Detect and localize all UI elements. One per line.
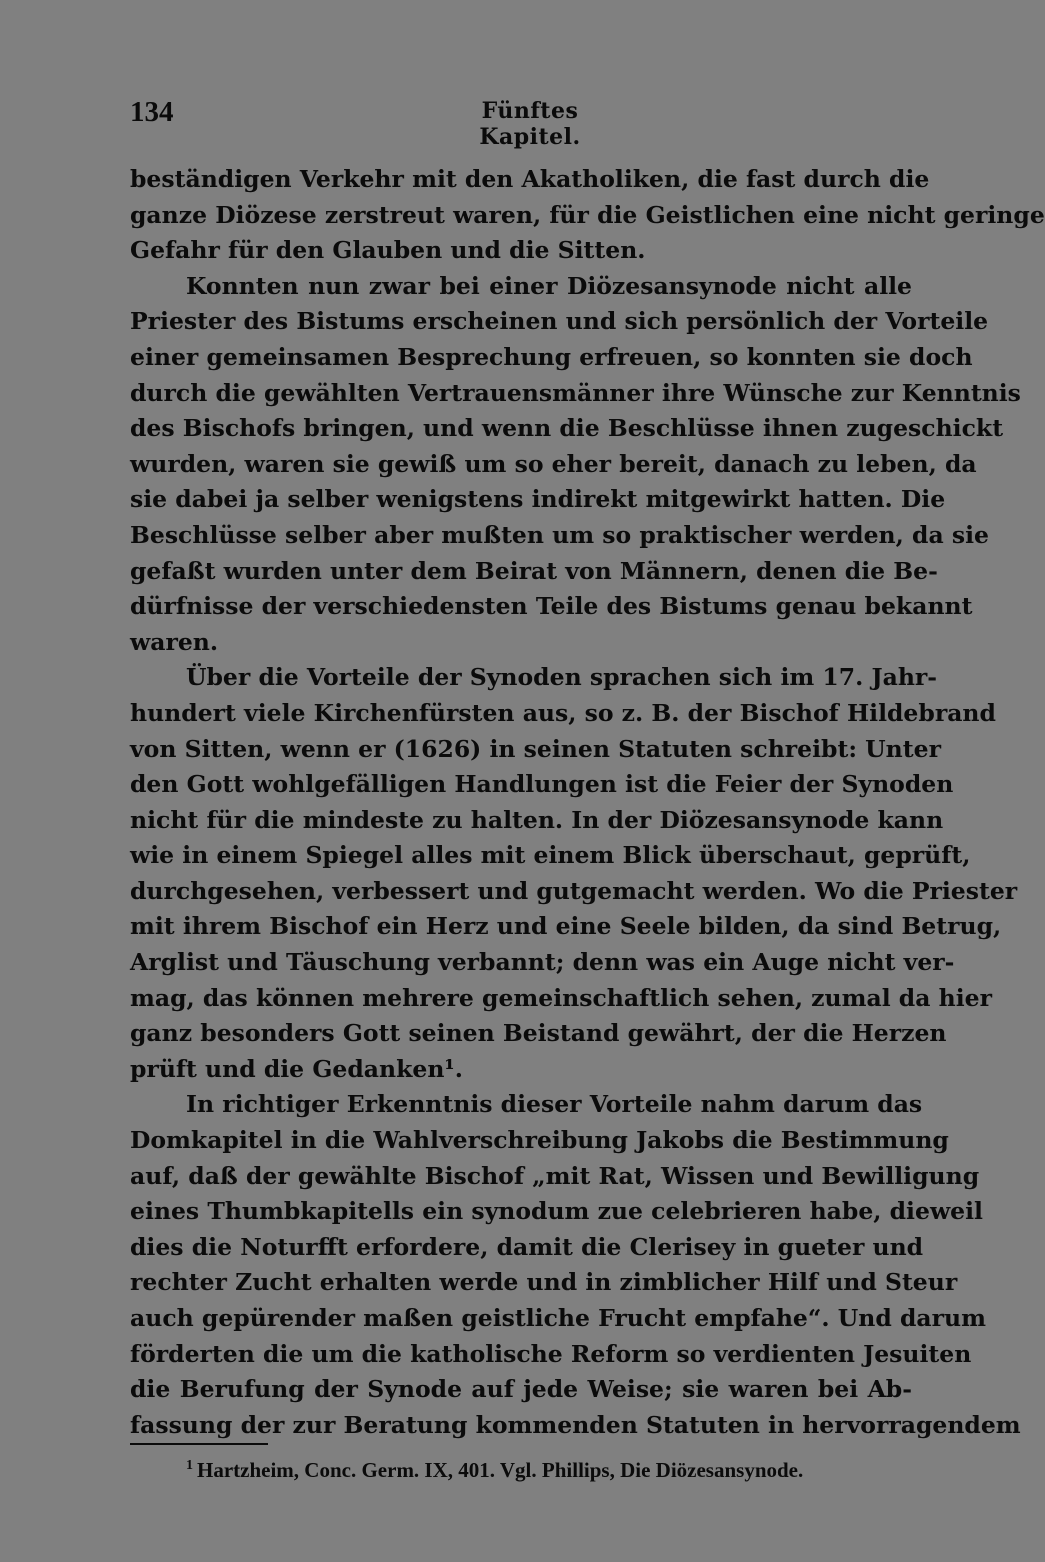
text-line: den Gott wohlgefälligen Handlungen ist die Feier der Synoden [130, 770, 954, 799]
text-line: dürfnisse der verschiedensten Teile des Bistums genau bekannt [130, 592, 973, 621]
text-line: Arglist und Täuschung verbannt; denn was ein Auge nicht ver- [130, 948, 955, 977]
text-line: auch gepürender maßen geistliche Frucht empfahe“. Und darum [130, 1304, 986, 1332]
footnote [186, 1450, 926, 1486]
text-line: mag, das können mehrere gemeinschaftlich sehen, zumal da hier [130, 983, 992, 1012]
footnote-marker: 1 [186, 1458, 193, 1473]
page-header [130, 96, 910, 150]
text-line: Priester des Bistums erscheinen und sich persönlich der Vorteile [130, 307, 989, 336]
text-line: waren. [130, 627, 219, 656]
text-line: eines Thumbkapitells ein synodum zue celebrieren habe, dieweil [130, 1197, 983, 1226]
text-line: gefaßt wurden unter dem Beirat von Männern, denen die Be- [130, 556, 938, 585]
text-line: von Sitten, wenn er (1626) in seinen Statuten schreibt: Unter [130, 734, 941, 763]
text-line: Konnten nun zwar bei einer Diözesansynode nicht alle [186, 271, 912, 300]
text-line: Beschlüsse selber aber mußten um so praktischer werden, da sie [130, 520, 989, 549]
text-line: sie dabei ja selber wenigstens indirekt mitgewirkt hatten. Die [130, 485, 946, 514]
footnote-divider [130, 1443, 268, 1445]
text-line: In richtiger Erkenntnis dieser Vorteile nahm darum das [186, 1090, 923, 1119]
text-line: auf, daß der gewählte Bischof „mit Rat, Wissen und Bewilligung [130, 1161, 980, 1190]
text-line: ganze Diözese zerstreut waren, für die Geistlichen eine nicht geringe [130, 200, 1045, 229]
footnote-text: Hartzheim, Conc. Germ. IX, 401. Vgl. Phillips, Die Diözesansynode. [197, 1458, 804, 1482]
text-line: förderten die um die katholische Reform so verdienten Jesuiten [130, 1339, 972, 1368]
text-line: Domkapitel in die Wahlverschreibung Jakobs die Bestimmung [130, 1126, 949, 1155]
text-line: durchgesehen, verbessert und gutgemacht werden. Wo die Priester [130, 876, 1018, 905]
text-line: durch die gewählten Vertrauensmänner ihre Wünsche zur Kenntnis [130, 378, 1021, 407]
text-line: Über die Vorteile der Synoden sprachen sich im 17. Jahr- [186, 663, 938, 692]
text-line: fassung der zur Beratung kommenden Statuten in hervorragendem [130, 1410, 1021, 1439]
text-line: Gefahr für den Glauben und die Sitten. [130, 236, 646, 265]
text-line: die Berufung der Synode auf jede Weise; sie waren bei Ab- [130, 1375, 912, 1404]
text-line: hundert viele Kirchenfürsten aus, so z. B. der Bischof Hildebrand [130, 698, 996, 727]
text-line: rechter Zucht erhalten werde und in zimblicher Hilf und Steur [130, 1268, 958, 1297]
text-line: nicht für die mindeste zu halten. In der Diözesansynode kann [130, 805, 944, 834]
body-text [130, 162, 1045, 1443]
text-line: wie in einem Spiegel alles mit einem Blick überschaut, geprüft, [130, 841, 971, 870]
text-line: mit ihrem Bischof ein Herz und eine Seele bilden, da sind Betrug, [130, 912, 1002, 941]
text-line: dies die Noturfft erfordere, damit die Clerisey in gueter und [130, 1232, 924, 1261]
running-title: Fünftes Kapitel. [479, 98, 581, 150]
text-line: einer gemeinsamen Besprechung erfreuen, so konnten sie doch [130, 342, 973, 371]
page-number: 134 [130, 96, 174, 128]
text-line: des Bischofs bringen, und wenn die Beschlüsse ihnen zugeschickt [130, 414, 1004, 443]
text-line: beständigen Verkehr mit den Akatholiken, die fast durch die [130, 165, 930, 193]
text-line: prüft und die Gedanken¹. [130, 1054, 463, 1083]
text-line: wurden, waren sie gewiß um so eher bereit, danach zu leben, da [130, 449, 977, 478]
text-line: ganz besonders Gott seinen Beistand gewährt, der die Herzen [130, 1019, 947, 1048]
